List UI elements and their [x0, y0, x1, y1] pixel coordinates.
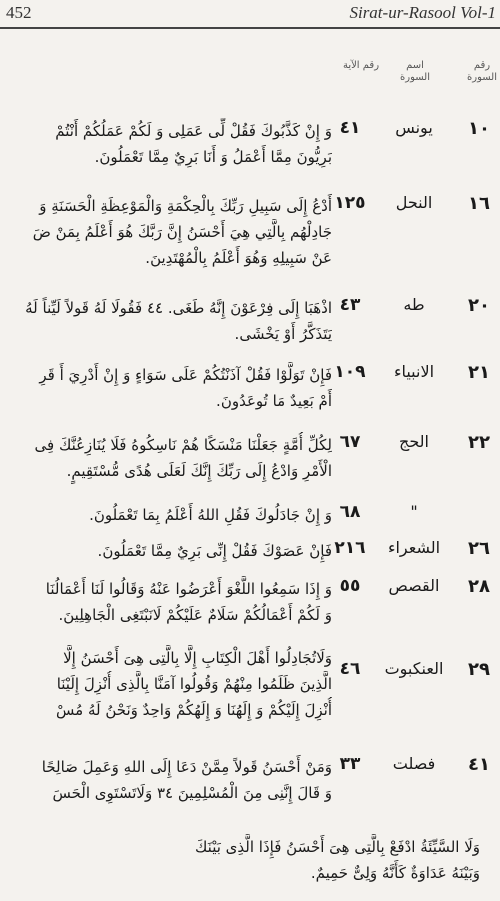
surah-name: الحج [399, 432, 429, 451]
verse-line: وَ إِنْ كَذَّبُوكَ فَقُلْ لِّى عَمَلِى وَ لَكُمْ عَمَلُكُمْ أَنْتُمْ [55, 122, 332, 140]
verse-text [6, 502, 332, 528]
surah-number: ٢٢ [468, 432, 490, 453]
verse-line: عَنْ سَبِيلِهِ وَهُوَ أَعْلَمُ بِالْمُهْتَدِينَ. [145, 249, 332, 267]
header-rule [0, 27, 500, 29]
surah-number: ٢٩ [468, 659, 490, 680]
verse-text [6, 538, 332, 564]
ayah-number: ٢١٦ [334, 538, 366, 558]
ayah-number: ٤٣ [339, 295, 361, 315]
verse-line: لِكُلِّ أُمَّةٍ جَعَلْنَا مَنْسَكًا هُمْ نَاسِكُوهُ فَلَا يُنَازِعُنَّكَ فِى [34, 436, 332, 454]
verse-line: يَتَذَكَّرُ أَوْ يَخْشَى. [234, 325, 332, 343]
ayah-number: ٦٨ [339, 502, 361, 522]
page-number: 452 [6, 3, 32, 22]
surah-number: ١٦ [468, 193, 490, 214]
verse-line: وَلَاتُجَادِلُوا أَهْلَ الْكِتَابِ إِلَّا بِالَّتِى هِىَ أَحْسَنُ إِلَّا [63, 649, 332, 667]
verse-line: وَ قَالَ إِنَّنِى مِنَ الْمُسْلِمِينَ ٣٤ وَلَاتَسْتَوِى الْحَسَ [52, 784, 332, 802]
verse-text [6, 576, 332, 628]
verse-line: وَمَنْ أَحْسَنُ قَولاً مِمَّنْ دَعَا إِلَى اللهِ وَعَمِلَ صَالِحًا [41, 758, 332, 776]
ayah-number: ١٢٥ [334, 193, 366, 213]
surah-number: ٢٠ [468, 295, 490, 316]
verse-text [6, 432, 332, 484]
verse-text [6, 754, 332, 806]
surah-name: الانبياء [393, 362, 435, 381]
verse-line: اذْهَبَا إِلَى فِرْعَوْنَ إِنَّهُ طَغَى. ٤٤ فَقُولَا لَهُ قَولاً لَيِّناً لَهُ [25, 299, 332, 317]
column-header-ayah-number: رقم الآية [342, 60, 380, 71]
verse-line: الْأَمْرِ وَادْعُ إِلَى رَبِّكَ إِنَّكَ لَعَلَى هُدًى مُّسْتَقِيمٍ. [66, 462, 332, 480]
surah-name: يونس [395, 118, 433, 137]
verse-line: وَبَيْنَهُ عَدَاوَةٌ كَأَنَّهُ وَلِىٌّ حَمِيمٌ. [310, 864, 480, 882]
surah-name: العنكبوت [384, 659, 444, 678]
verse-line: وَلَا السَّيِّئَةُ ادْفَعْ بِالَّتِى هِىَ أَحْسَنُ فَإِذَا الَّذِى بَيْنَكَ [195, 838, 480, 856]
verse-text [130, 834, 480, 886]
ayah-number: ٤٦ [339, 659, 361, 679]
ayah-number: ١٠٩ [334, 362, 366, 382]
verse-line: وَ لَكُمْ أَعْمَالُكُمْ سَلَامٌ عَلَيْكُمْ لَانَبْتَغِى الْجَاهِلِينَ. [58, 606, 332, 624]
verse-line: وَ إِنْ جَادَلُوكَ فَقُلِ اللهُ أَعْلَمُ بِمَا تَعْمَلُونَ. [89, 506, 332, 524]
ayah-number: ٤١ [339, 118, 361, 138]
column-header-surah-name: اسم السورة [400, 60, 430, 83]
column-header-surah-number: رقم السورة [467, 60, 497, 83]
surah-name: طه [403, 295, 425, 314]
verse-line: وَ إِذَا سَمِعُوا اللَّغْوَ أَعْرَضُوا عَنْهُ وَقَالُوا لَنَا أَعْمَالُنَا [45, 580, 332, 598]
verse-line: بَرِيُّونَ مِمَّا أَعْمَلُ وَ أَنَا بَرِيٌ مِمَّا تَعْمَلُونَ. [94, 148, 332, 166]
verse-line: فَإِنْ تَوَلَّوْا فَقُلْ آذَنْتُكُمْ عَلَى سَوَاءٍ وَ إِنْ أَدْرِيَ أَ قَرِ [39, 366, 332, 384]
surah-name: فصلت [392, 754, 436, 773]
surah-number: ١٠ [468, 118, 490, 139]
surah-number: ٢٦ [468, 538, 490, 559]
surah-number: ٤١ [468, 754, 490, 775]
verse-line: أُنْزِلَ إِلَيْكُمْ وَ إِلَهُنَا وَ إِلَهُكُمْ وَاحِدٌ وَنَحْنُ لَهُ مُسْ [56, 701, 332, 719]
verse-line: الَّذِينَ ظَلَمُوا مِنْهُمْ وَقُولُوا آمَنَّا بِالَّذِى أُنْزِلَ إِلَيْنَا [56, 675, 332, 693]
ayah-number: ٣٣ [339, 754, 361, 774]
verse-line: أَمْ بَعِيدٌ مَا تُوعَدُونَ. [216, 392, 332, 410]
verse-text [6, 118, 332, 170]
page-header [0, 0, 500, 32]
surah-name: النحل [395, 193, 433, 212]
verse-line: جَادِلْهُم بِالَّتِي هِيَ أَحْسَنُ إِنَّ رَبَّكَ هُوَ أَعْلَمُ بِمَنْ ضَ [32, 223, 332, 241]
verse-text [6, 295, 332, 347]
surah-number: ٢٨ [468, 576, 490, 597]
verse-text [6, 645, 332, 723]
verse-text [6, 362, 332, 414]
surah-name-ditto: " [410, 502, 418, 521]
verse-line: فَإِنْ عَصَوْكَ فَقُلْ إِنِّى بَرِيٌ مِمَّا تَعْمَلُونَ. [97, 542, 332, 560]
running-title: Sirat-ur-Rasool Vol-1 [349, 3, 496, 22]
verse-text [6, 193, 332, 271]
verse-line: أَدْعُ إِلَى سَبِيلِ رَبِّكَ بِالْحِكْمَةِ وَالْمَوْعِظَةِ الْحَسَنَةِ وَ [39, 197, 332, 215]
ayah-number: ٦٧ [339, 432, 361, 452]
ayah-number: ٥٥ [339, 576, 361, 596]
surah-name: القصص [388, 576, 440, 595]
surah-number: ٢١ [468, 362, 490, 383]
surah-name: الشعراء [387, 538, 441, 557]
